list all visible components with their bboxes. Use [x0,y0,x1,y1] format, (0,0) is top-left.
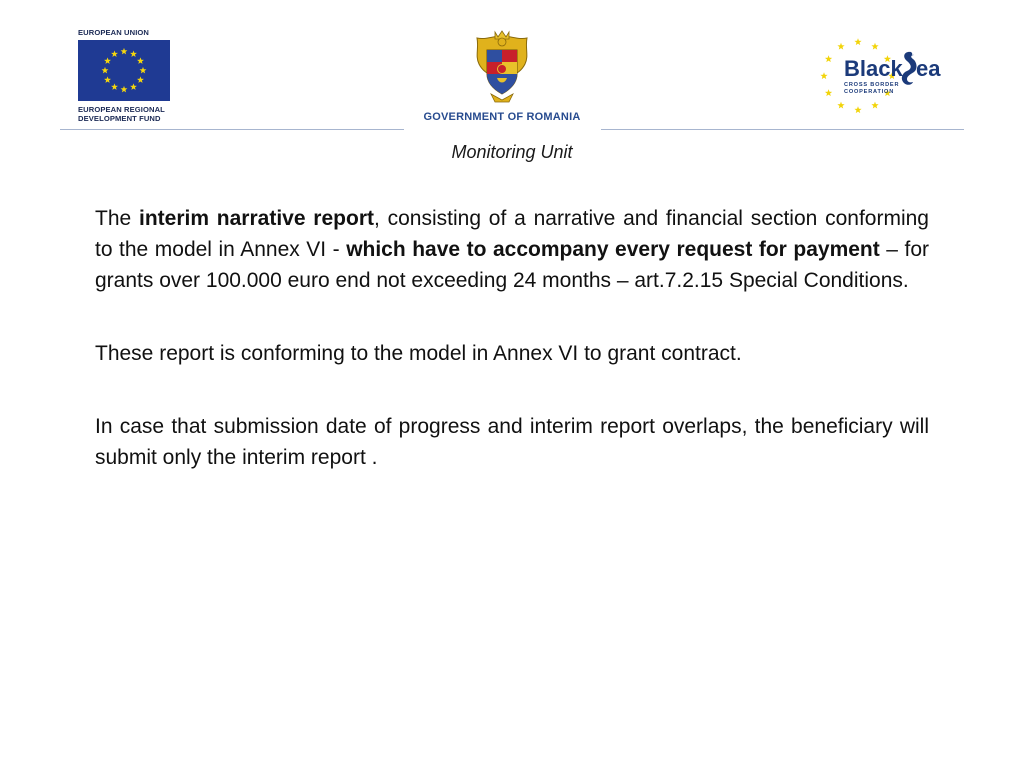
slide-body [95,203,929,473]
eu-logo [78,28,178,123]
paragraph-interim-report [95,203,929,296]
romania-coat-of-arms-icon [467,30,537,104]
romania-caption: GOVERNMENT OF ROMANIA [423,111,581,123]
black-sea-word1: Black [844,56,903,81]
eu-bottom-label-1: EUROPEAN REGIONAL [78,105,165,114]
black-sea-logo [818,36,944,120]
black-sea-subtitle-2: COOPERATION [844,89,895,95]
p1-text-1: The [95,207,139,230]
eu-bottom-label-2: DEVELOPMENT FUND [78,114,161,123]
paragraph-overlap: In case that submission date of progress and interim report overlaps, the beneficiary will submit only the interim report . [95,415,929,469]
p1-text-2: , consisting of a narrative and financial section conforming to the model in Annex VI - [95,207,929,261]
eu-flag-icon [78,40,170,101]
header-rule-right [601,129,964,130]
romania-logo [406,30,598,123]
p1-bold-1: interim narrative report [138,207,374,230]
p1-bold-2: which have to accompany every request for payment [346,238,880,261]
black-sea-subtitle-1: CROSS BORDER [844,82,900,88]
unit-label: Monitoring Unit [451,142,573,162]
eu-top-label: EUROPEAN UNION [78,28,150,37]
header-rule-left [60,129,404,130]
paragraph-conformity: These report is conforming to the model in Annex VI to grant contract. [95,342,742,365]
black-sea-word2: ea [916,56,941,81]
p1-text-3: – for grants over 100.000 euro end not exceeding 24 months – art.7.2.15 Special Conditions. [95,238,929,292]
